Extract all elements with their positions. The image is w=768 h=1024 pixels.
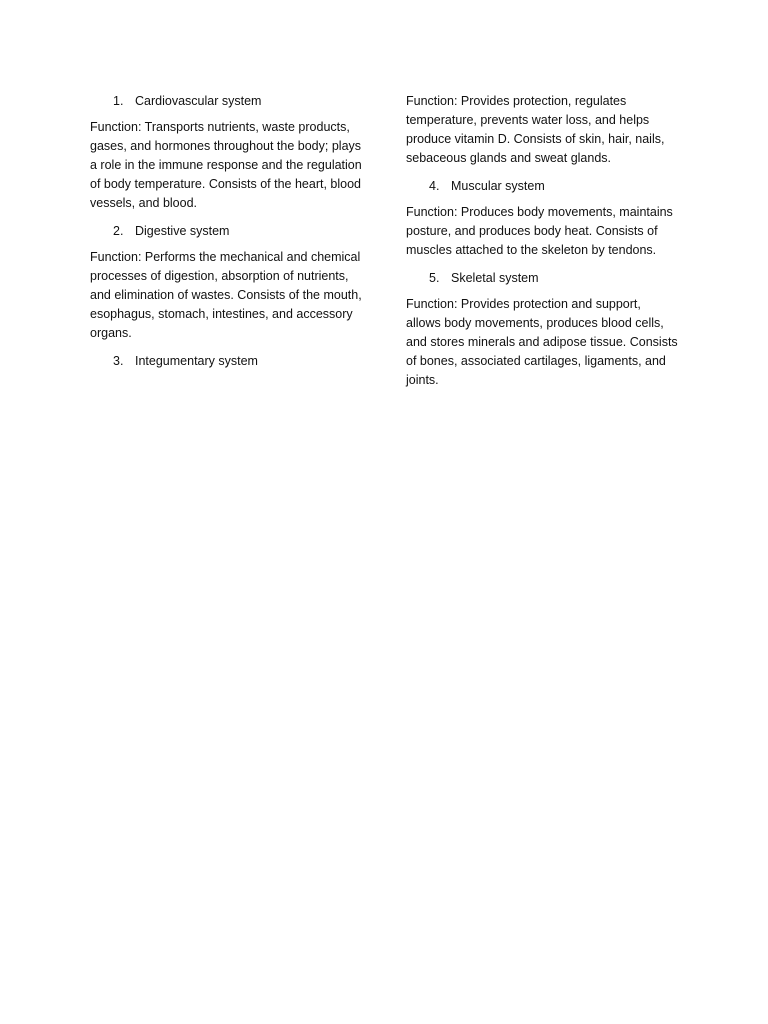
section-function-digestive: Function: Performs the mechanical and chemical processes of digestion, absorption of nutrients, and elimination of wastes. Consists of the mouth, esophagus, stomach, intestines, and accessory organs. xyxy=(90,250,362,340)
section-title: Muscular system xyxy=(451,179,545,193)
section-title: Integumentary system xyxy=(135,354,258,368)
left-column xyxy=(90,92,362,378)
section-heading-digestive xyxy=(90,222,362,241)
section-function-muscular: Function: Produces body movements, maintains posture, and produces body heat. Consists of muscles attached to the skeleton by tendons. xyxy=(406,205,673,257)
section-number: 3. xyxy=(113,354,124,368)
section-title: Cardiovascular system xyxy=(135,94,262,108)
section-number: 2. xyxy=(113,224,124,238)
section-title: Digestive system xyxy=(135,224,230,238)
section-heading-cardiovascular xyxy=(90,92,362,111)
section-number: 5. xyxy=(429,271,440,285)
section-function-integumentary: Function: Provides protection, regulates temperature, prevents water loss, and helps produce vitamin D. Consists of skin, hair, nails, sebaceous glands and sweat glands. xyxy=(406,94,665,165)
section-heading-skeletal xyxy=(406,269,678,288)
section-title: Skeletal system xyxy=(451,271,539,285)
section-function-skeletal: Function: Provides protection and support, allows body movements, produces blood cells, and stores minerals and adipose tissue. Consists of bones, associated cartilages, ligaments, and joints. xyxy=(406,297,678,387)
section-number: 1. xyxy=(113,94,124,108)
right-column xyxy=(406,92,678,399)
section-number: 4. xyxy=(429,179,440,193)
section-heading-integumentary xyxy=(90,352,362,371)
section-heading-muscular xyxy=(406,177,678,196)
section-function-cardiovascular: Function: Transports nutrients, waste products, gases, and hormones throughout the body; plays a role in the immune response and the regulation of body temperature. Consists of the heart, blood vessels, and blood. xyxy=(90,120,362,210)
